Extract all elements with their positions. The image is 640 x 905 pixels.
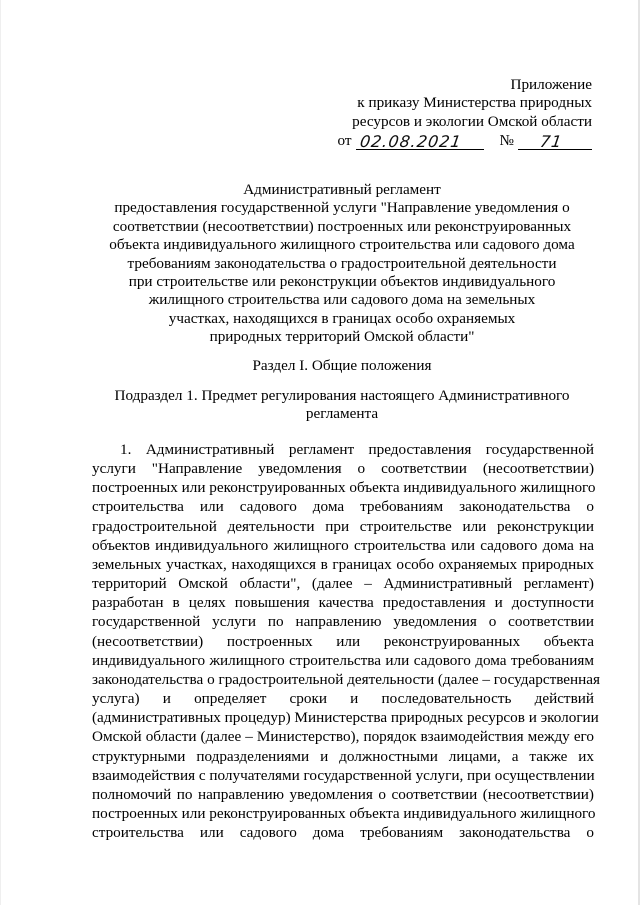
paragraph-line: градостроительной деятельности при строительстве или реконструкции: [92, 517, 594, 535]
paragraph-line: услуга) и определяет сроки и последовательность действий: [92, 690, 594, 708]
date-field: [356, 131, 484, 150]
appendix-header: [337, 76, 592, 150]
order-date-number-row: [337, 131, 592, 150]
appendix-title: Приложение: [510, 76, 592, 93]
paragraph-line: построенных или реконструированных объекта индивидуального жилищного: [92, 479, 596, 497]
handwritten-number: 71: [538, 131, 564, 151]
paragraph-line: индивидуального жилищного строительства или садового дома требованиям: [92, 651, 594, 669]
date-prefix: от: [337, 131, 352, 149]
subsection-heading: [100, 387, 584, 424]
subsection-line: Подраздел 1. Предмет регулирования настоящего Административного: [114, 387, 570, 404]
paragraph-line: строительства или садового дома требованиям законодательства о: [92, 498, 594, 516]
title-line: объекта индивидуального жилищного строительства или садового дома: [109, 236, 575, 254]
paragraph-line: законодательства о градостроительной деятельности (далее – государственная: [92, 670, 601, 688]
subsection-line: регламента: [305, 405, 379, 423]
section-heading: Раздел I. Общие положения: [252, 357, 432, 374]
title-line: Административный регламент: [243, 181, 441, 198]
title-line: участках, находящихся в границах особо охраняемых: [168, 309, 516, 327]
title-line: при строительстве или реконструкции объектов индивидуального: [128, 273, 556, 291]
title-line: жилищного строительства или садового дома на земельных: [148, 291, 536, 309]
paragraph-line: построенных или реконструированных объекта индивидуального жилищного: [92, 804, 596, 822]
appendix-ministry-line: ресурсов и экологии Омской области: [352, 112, 592, 130]
paragraph-line: разработан в целях повышения качества предоставления и доступности: [92, 594, 594, 612]
page-edge-left: [0, 0, 1, 905]
paragraph-line: государственной услуги по направлению уведомления о соответствии: [92, 613, 594, 631]
paragraph-line: 1. Административный регламент предоставления государственной: [120, 441, 594, 458]
number-field: [518, 131, 592, 150]
paragraph-line: земельных участках, находящихся в границах особо охраняемых природных: [92, 555, 594, 573]
paragraph-line: услуги "Направление уведомления о соответствии (несоответствии): [92, 460, 594, 478]
paragraph-line: территорий Омской области", (далее – Административный регламент): [92, 575, 594, 593]
paragraph-line: строительства или садового дома требованиям законодательства о: [92, 824, 594, 842]
title-line: требованиям законодательства о градостроительной деятельности: [127, 254, 557, 272]
paragraph-line: структурными подразделениями и должностными лицами, а также их: [92, 747, 594, 765]
title-line: природных территорий Омской области": [209, 328, 475, 346]
number-sign: №: [499, 131, 514, 149]
paragraph-line: взаимодействия с получателями государственной услуги, при осуществлении: [92, 766, 595, 784]
title-line: соответствии (несоответствии) построенных или реконструированных: [112, 217, 572, 235]
handwritten-date: 02.08.2021: [358, 131, 463, 151]
paragraph-line: (административных процедур) Министерства природных ресурсов и экологии: [92, 709, 599, 727]
appendix-order-line: к приказу Министерства природных: [357, 94, 592, 112]
paragraph-line: полномочий по направлению уведомления о соответствии (несоответствии): [92, 785, 594, 803]
paragraph-line: Омской области (далее – Министерство), порядок взаимодействия между его: [92, 728, 594, 746]
paragraph-line: объектов индивидуального жилищного строительства или садового дома на: [92, 536, 594, 554]
title-line: предоставления государственной услуги "Направление уведомления о: [114, 199, 570, 217]
paragraph-line: (несоответствии) построенных или реконструированных объекта: [92, 632, 594, 650]
regulation-title: [100, 181, 584, 347]
paragraph-1: [92, 440, 601, 842]
